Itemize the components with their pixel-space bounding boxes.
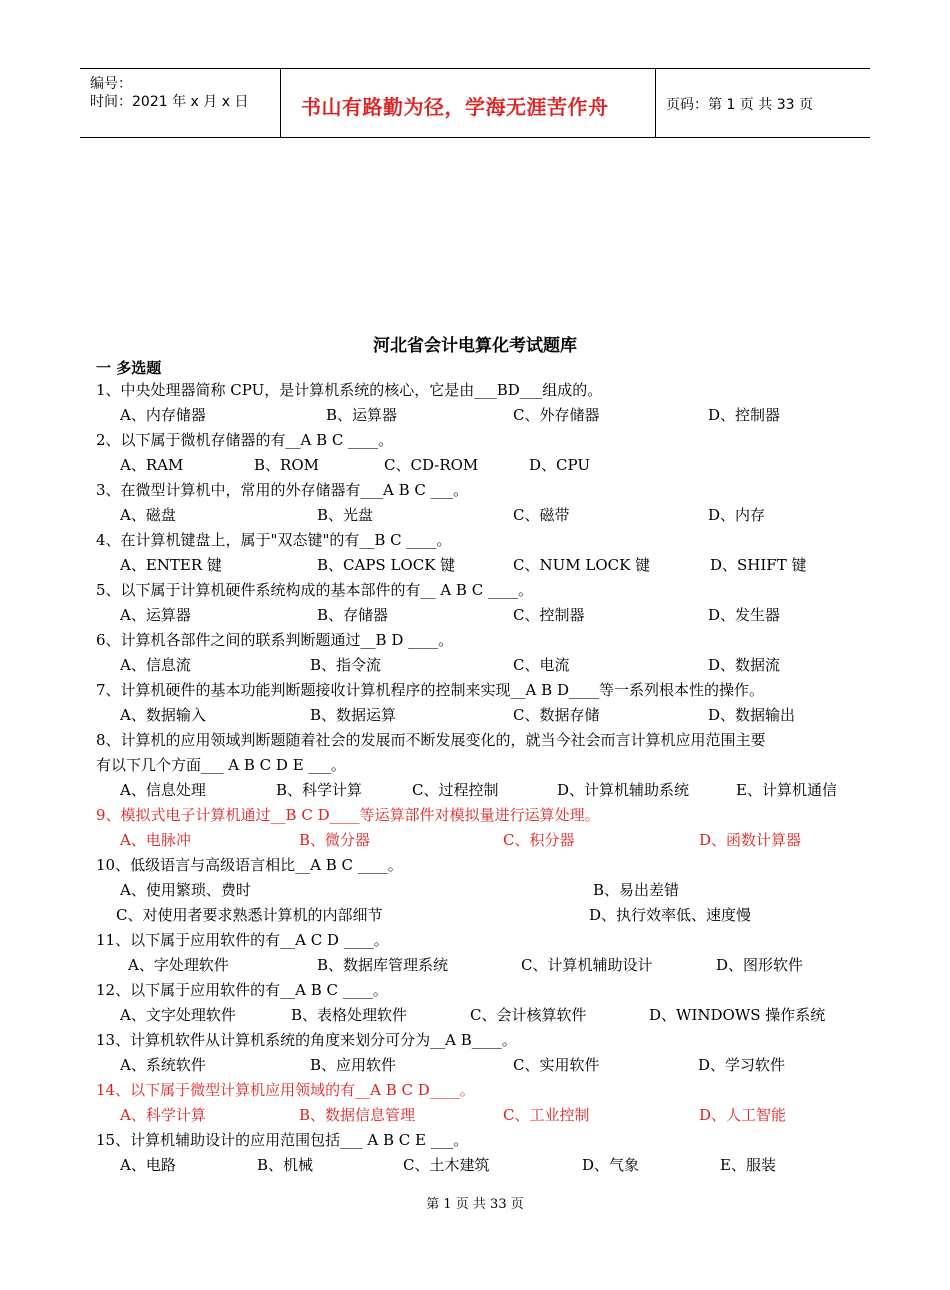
answer-option: C、控制器 [513, 606, 585, 624]
answer-option: B、指令流 [310, 656, 382, 674]
answer-option: D、图形软件 [716, 956, 804, 974]
answer-option: A、文字处理软件 [120, 1006, 236, 1024]
question-text: 1、中央处理器简称 CPU，是计算机系统的核心，它是由___BD___组成的。 [96, 381, 603, 399]
answer-option: B、光盘 [317, 506, 374, 524]
number-label: 编号： [90, 76, 132, 92]
answer-option: A、ENTER 键 [120, 556, 222, 574]
answer-option: D、函数计算器 [699, 831, 802, 849]
answer-option: B、ROM [254, 456, 319, 474]
answer-option: A、磁盘 [120, 506, 176, 524]
question-text: 8、计算机的应用领域判断题随着社会的发展而不断发展变化的，就当今社会而言计算机应用范围主要 [96, 731, 766, 749]
answer-option: B、数据运算 [310, 706, 397, 724]
answer-option: A、RAM [120, 456, 184, 474]
answer-option: E、计算机通信 [736, 781, 837, 799]
answer-option: B、科学计算 [276, 781, 363, 799]
question-text: 3、在微型计算机中，常用的外存储器有___A B C ___。 [96, 481, 469, 499]
answer-option: C、实用软件 [513, 1056, 600, 1074]
answer-option: B、运算器 [326, 406, 398, 424]
answer-option: A、电脉冲 [120, 831, 191, 849]
answer-option: B、表格处理软件 [291, 1006, 408, 1024]
header-right-cell [656, 69, 870, 137]
answer-option: C、NUM LOCK 键 [513, 556, 651, 574]
page-code: 页码：第 1 页 共 33 页 [666, 97, 813, 113]
answer-option: D、控制器 [708, 406, 781, 424]
answer-option: D、数据流 [708, 656, 781, 674]
answer-option: A、科学计算 [120, 1106, 206, 1124]
motto: 书山有路勤为径，学海无涯苦作舟 [301, 95, 609, 119]
answer-option: D、执行效率低、速度慢 [589, 906, 752, 924]
question-text: 有以下几个方面___ A B C D E ___。 [96, 756, 346, 774]
question-text: 13、计算机软件从计算机系统的角度来划分可分为__A B____。 [96, 1031, 517, 1049]
answer-option: D、数据输出 [708, 706, 796, 724]
answer-option: D、CPU [529, 456, 590, 474]
answer-option: E、服装 [720, 1156, 776, 1174]
question-text: 15、计算机辅助设计的应用范围包括___ A B C E ___。 [96, 1131, 469, 1149]
question-text: 6、计算机各部件之间的联系判断题通过__B D ____。 [96, 631, 454, 649]
answer-option: B、CAPS LOCK 键 [317, 556, 456, 574]
header-table [80, 68, 870, 138]
page-footer: 第 1 页 共 33 页 [426, 1197, 524, 1212]
answer-option: C、土木建筑 [403, 1156, 490, 1174]
answer-option: B、易出差错 [593, 881, 680, 899]
answer-option: D、SHIFT 键 [710, 556, 807, 574]
answer-option: B、机械 [257, 1156, 314, 1174]
time-label: 时间：2021 年 x 月 x 日 [90, 94, 249, 110]
question-text: 14、以下属于微型计算机应用领域的有__A B C D____。 [96, 1081, 475, 1099]
answer-option: A、信息流 [120, 656, 191, 674]
answer-option: D、内存 [708, 506, 766, 524]
answer-option: C、外存储器 [513, 406, 600, 424]
question-text: 7、计算机硬件的基本功能判断题接收计算机程序的控制来实现__A B D____等一系列根本性的操作。 [96, 681, 764, 699]
answer-option: B、应用软件 [310, 1056, 397, 1074]
answer-option: D、WINDOWS 操作系统 [649, 1006, 826, 1024]
answer-option: C、计算机辅助设计 [521, 956, 653, 974]
header-middle-cell [280, 69, 656, 137]
answer-option: A、信息处理 [120, 781, 206, 799]
header-left-cell [80, 69, 280, 137]
question-text: 11、以下属于应用软件的有__A C D ____。 [96, 931, 389, 949]
answer-option: C、工业控制 [503, 1106, 590, 1124]
question-text: 10、低级语言与高级语言相比__A B C ____。 [96, 856, 403, 874]
answer-option: C、对使用者要求熟悉计算机的内部细节 [116, 906, 383, 924]
section-heading: 一 多选题 [96, 359, 162, 377]
answer-option: D、计算机辅助系统 [557, 781, 690, 799]
question-text: 2、以下属于微机存储器的有__A B C ____。 [96, 431, 394, 449]
question-text: 5、以下属于计算机硬件系统构成的基本部件的有__ A B C ____。 [96, 581, 533, 599]
answer-option: B、微分器 [299, 831, 371, 849]
answer-option: C、会计核算软件 [470, 1006, 587, 1024]
answer-option: C、电流 [513, 656, 570, 674]
answer-option: B、存储器 [317, 606, 389, 624]
answer-option: D、气象 [582, 1156, 640, 1174]
answer-option: A、系统软件 [120, 1056, 206, 1074]
answer-option: C、CD-ROM [384, 456, 479, 474]
answer-option: C、积分器 [503, 831, 575, 849]
question-text: 12、以下属于应用软件的有__A B C ____。 [96, 981, 388, 999]
answer-option: C、磁带 [513, 506, 570, 524]
answer-option: A、数据输入 [120, 706, 206, 724]
question-text: 9、模拟式电子计算机通过__B C D____等运算部件对模拟量进行运算处理。 [96, 806, 600, 824]
answer-option: A、内存储器 [120, 406, 206, 424]
answer-option: B、数据信息管理 [299, 1106, 416, 1124]
answer-option: A、字处理软件 [128, 956, 229, 974]
answer-option: B、数据库管理系统 [317, 956, 449, 974]
question-text: 4、在计算机键盘上，属于"双态键"的有__B C ____。 [96, 531, 452, 549]
answer-option: A、使用繁琐、费时 [120, 881, 251, 899]
document-title: 河北省会计电算化考试题库 [373, 336, 577, 356]
answer-option: D、发生器 [708, 606, 781, 624]
answer-option: A、电路 [120, 1156, 176, 1174]
answer-option: D、学习软件 [698, 1056, 786, 1074]
answer-option: D、人工智能 [699, 1106, 787, 1124]
answer-option: C、过程控制 [412, 781, 499, 799]
answer-option: C、数据存储 [513, 706, 600, 724]
answer-option: A、运算器 [120, 606, 191, 624]
